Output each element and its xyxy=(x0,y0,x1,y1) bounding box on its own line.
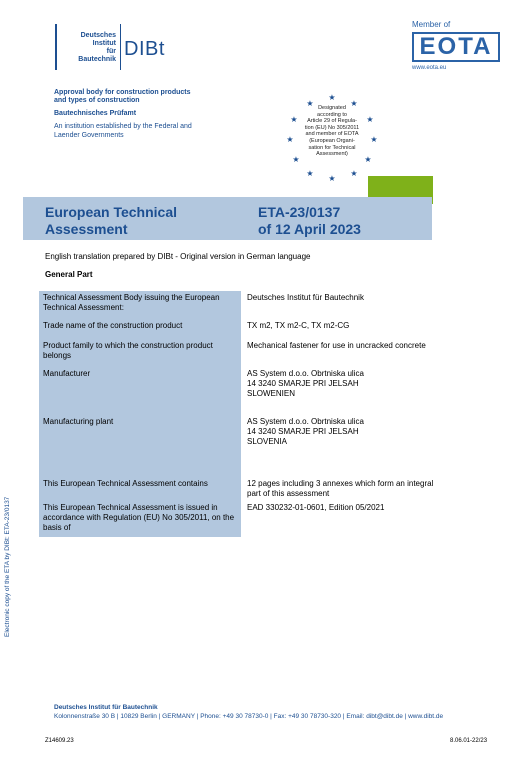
approval-line: An institution established by the Federal and xyxy=(54,123,192,130)
section-heading: General Part xyxy=(45,270,93,279)
row-label: This European Technical Assessment is issued in accordance with Regulation (EU) No 305/2011, on the basis of xyxy=(39,501,241,537)
svg-text:★: ★ xyxy=(350,169,358,178)
dibt-logo-name xyxy=(60,32,116,64)
svg-text:★: ★ xyxy=(366,115,374,124)
row-label: Manufacturing plant xyxy=(39,415,241,477)
table-row xyxy=(39,339,490,367)
svg-text:★: ★ xyxy=(364,155,372,164)
svg-text:★: ★ xyxy=(328,93,336,102)
designated-line: sation for Technical xyxy=(308,144,356,151)
row-label: Manufacturer xyxy=(39,367,241,415)
eta-number-line: ETA-23/0137 xyxy=(258,204,341,220)
row-value: AS System d.o.o. Obrtniska ulica 14 3240 SMARJE PRI JELSAH SLOWENIEN xyxy=(247,369,364,398)
table-row xyxy=(39,501,490,537)
svg-text:★: ★ xyxy=(290,115,298,124)
dibt-name-line: für xyxy=(106,48,116,55)
dibt-name-line: Bautechnik xyxy=(78,56,116,63)
row-value: EAD 330232-01-0601, Edition 05/2021 xyxy=(247,503,385,512)
translation-note: English translation prepared by DIBt - Original version in German language xyxy=(45,252,311,261)
svg-text:★: ★ xyxy=(306,169,314,178)
designated-line: Designated xyxy=(318,105,346,111)
document-title xyxy=(45,204,177,238)
dibt-name-line: Deutsches xyxy=(80,32,116,39)
designated-text xyxy=(290,105,374,158)
table-row xyxy=(39,291,490,319)
svg-text:★: ★ xyxy=(328,174,336,182)
dibt-logo-separator xyxy=(120,24,121,70)
table-row xyxy=(39,319,490,339)
approval-line: Laender Governments xyxy=(54,132,124,139)
row-value: Mechanical fastener for use in uncracked concrete xyxy=(247,341,426,350)
designated-line: Assessment) xyxy=(316,151,348,158)
document-title-line: Assessment xyxy=(45,221,128,237)
svg-text:★: ★ xyxy=(306,99,314,108)
eota-logo xyxy=(412,32,500,62)
side-note: Electronic copy of the ETA by DIBt: ETA-23/0137 xyxy=(4,496,11,637)
table-row xyxy=(39,477,490,501)
details-table xyxy=(39,291,490,537)
approval-line: and types of construction xyxy=(54,97,140,104)
dibt-name-line: Institut xyxy=(92,40,116,47)
svg-text:★: ★ xyxy=(292,155,300,164)
row-value: Deutsches Institut für Bautechnik xyxy=(247,293,364,302)
designated-line: (European Organi- xyxy=(309,137,355,144)
row-label: Product family to which the construction product belongs xyxy=(39,339,241,367)
row-value: 12 pages including 3 annexes which form an integral part of this assessment xyxy=(247,479,434,498)
dibt-logo-bar xyxy=(55,24,57,70)
designated-line: Article 29 of Regula- xyxy=(307,118,357,125)
row-label: Trade name of the construction product xyxy=(39,319,241,339)
footer-right-code: 8.06.01-22/23 xyxy=(450,738,488,744)
svg-text:★: ★ xyxy=(286,135,294,144)
row-value: AS System d.o.o. Obrtniska ulica 14 3240 SMARJE PRI JELSAH SLOVENIA xyxy=(247,417,364,446)
eota-logo-text: EOTA xyxy=(419,33,493,60)
svg-text:★: ★ xyxy=(370,135,378,144)
eta-date-line: of 12 April 2023 xyxy=(258,221,361,237)
row-label: Technical Assessment Body issuing the European Technical Assessment: xyxy=(39,291,241,319)
row-label: This European Technical Assessment contains xyxy=(39,477,241,501)
table-row xyxy=(39,367,490,415)
designated-line: and member of EOTA xyxy=(305,131,359,138)
designated-line: tion (EU) No 305/2011 xyxy=(304,124,360,131)
footer-left-code: Z14609.23 xyxy=(45,738,74,744)
svg-text:★: ★ xyxy=(350,99,358,108)
eota-url: www.eota.eu xyxy=(412,65,447,71)
approval-line: Bautechnisches Prüfamt xyxy=(54,110,137,117)
eota-member-label: Member of xyxy=(412,20,451,29)
dibt-logo-abbr: DIBt xyxy=(124,38,165,60)
approval-line: Approval body for construction products xyxy=(54,89,191,96)
designated-line: according to xyxy=(317,111,347,118)
document-title-line: European Technical xyxy=(45,204,177,220)
footer-address: Kolonnenstraße 30 B | 10829 Berlin | GERMANY | Phone: +49 30 78730-0 | Fax: +49 30 78730-320 | Email: dibt@dibt.de | www.dibt.de xyxy=(54,713,444,720)
footer-name: Deutsches Institut für Bautechnik xyxy=(54,704,158,711)
eta-number xyxy=(258,204,361,238)
table-row xyxy=(39,415,490,477)
row-value: TX m2, TX m2-C, TX m2-CG xyxy=(247,321,350,330)
